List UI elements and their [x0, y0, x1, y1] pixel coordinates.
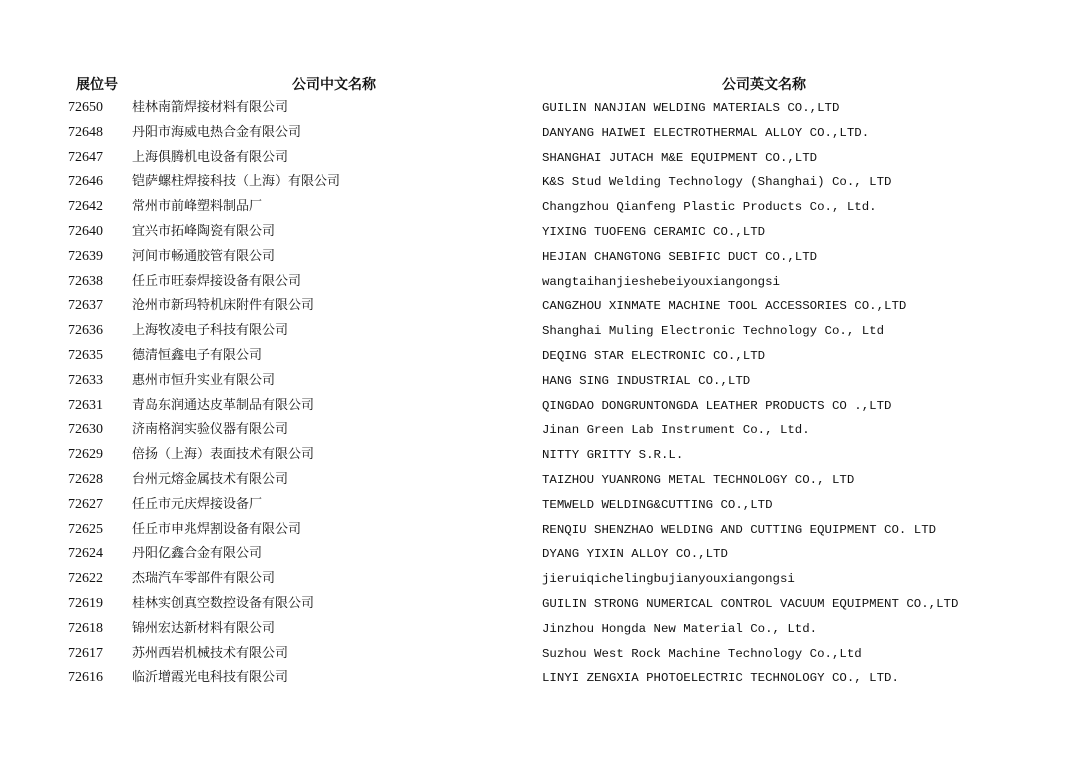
chinese-name-cell: 临沂增霞光电科技有限公司	[132, 670, 289, 686]
english-name-cell: TAIZHOU YUANRONG METAL TECHNOLOGY CO., LTD	[542, 472, 855, 487]
english-name-cell: Shanghai Muling Electronic Technology Co., Ltd	[542, 324, 885, 339]
booth-number-cell: 72619	[68, 595, 103, 611]
booth-number-cell: 72640	[68, 223, 103, 239]
table-row	[62, 170, 1022, 195]
chinese-name-cell: 桂林南箭焊接材料有限公司	[132, 100, 289, 115]
booth-number-cell: 72616	[68, 670, 103, 686]
booth-number-cell: 72631	[68, 397, 103, 413]
english-name-cell: NITTY GRITTY S.R.L.	[542, 448, 684, 463]
header-chinese-name: 公司中文名称	[292, 77, 376, 93]
booth-number-cell: 72647	[68, 149, 103, 165]
booth-number-cell: 72622	[68, 571, 103, 587]
english-name-cell: LINYI ZENGXIA PHOTOELECTRIC TECHNOLOGY CO., LTD.	[542, 671, 899, 686]
table-row	[62, 592, 1022, 617]
table-row	[62, 542, 1022, 567]
chinese-name-cell: 锦州宏达新材料有限公司	[132, 620, 276, 636]
table-row	[62, 195, 1022, 220]
chinese-name-cell: 丹阳亿鑫合金有限公司	[132, 546, 263, 562]
english-name-cell: DYANG YIXIN ALLOY CO.,LTD	[542, 547, 728, 562]
booth-number-cell: 72629	[68, 447, 103, 463]
english-name-cell: wangtaihanjieshebeiyouxiangongsi	[542, 274, 780, 289]
booth-number-cell: 72635	[68, 347, 103, 363]
english-name-cell: DEQING STAR ELECTRONIC CO.,LTD	[542, 348, 766, 363]
chinese-name-cell: 常州市前峰塑料制品厂	[132, 199, 263, 215]
table-row	[62, 344, 1022, 369]
booth-number-cell: 72630	[68, 422, 103, 438]
table-header	[62, 72, 1022, 96]
english-name-cell: HANG SING INDUSTRIAL CO.,LTD	[542, 373, 751, 388]
booth-number-cell: 72642	[68, 199, 103, 215]
chinese-name-cell: 任丘市元庆焊接设备厂	[132, 496, 263, 512]
chinese-name-cell: 桂林实创真空数控设备有限公司	[132, 595, 315, 611]
english-name-cell: QINGDAO DONGRUNTONGDA LEATHER PRODUCTS CO .,LTD	[542, 398, 892, 413]
booth-number-cell: 72617	[68, 645, 103, 661]
chinese-name-cell: 杰瑞汽车零部件有限公司	[132, 571, 276, 587]
chinese-name-cell: 倍扬（上海）表面技术有限公司	[132, 447, 315, 463]
english-name-cell: GUILIN STRONG NUMERICAL CONTROL VACUUM EQUIPMENT CO.,LTD	[542, 596, 959, 611]
table-row	[62, 96, 1022, 121]
booth-number-cell: 72638	[68, 273, 103, 289]
table-row	[62, 493, 1022, 518]
chinese-name-cell: 丹阳市海威电热合金有限公司	[132, 124, 302, 140]
english-name-cell: Changzhou Qianfeng Plastic Products Co., Ltd.	[542, 200, 877, 215]
table-row	[62, 617, 1022, 642]
table-row	[62, 245, 1022, 270]
booth-number-cell: 72648	[68, 124, 103, 140]
booth-number-cell: 72639	[68, 248, 103, 264]
chinese-name-cell: 惠州市恒升实业有限公司	[132, 372, 276, 388]
english-name-cell: CANGZHOU XINMATE MACHINE TOOL ACCESSORIES CO.,LTD	[542, 299, 907, 314]
table-row	[62, 270, 1022, 295]
english-name-cell: RENQIU SHENZHAO WELDING AND CUTTING EQUIPMENT CO. LTD	[542, 522, 937, 537]
table-row	[62, 319, 1022, 344]
english-name-cell: HEJIAN CHANGTONG SEBIFIC DUCT CO.,LTD	[542, 249, 818, 264]
booth-number-cell: 72624	[68, 546, 103, 562]
english-name-cell: Jinzhou Hongda New Material Co., Ltd.	[542, 621, 818, 636]
table-row	[62, 121, 1022, 146]
english-name-cell: Jinan Green Lab Instrument Co., Ltd.	[542, 423, 810, 438]
chinese-name-cell: 济南格润实验仪器有限公司	[132, 422, 289, 438]
table-row	[62, 294, 1022, 319]
chinese-name-cell: 台州元熔金属技术有限公司	[132, 471, 289, 487]
chinese-name-cell: 德清恒鑫电子有限公司	[132, 347, 263, 363]
english-name-cell: Suzhou West Rock Machine Technology Co.,Ltd	[542, 646, 862, 661]
english-name-cell: DANYANG HAIWEI ELECTROTHERMAL ALLOY CO.,LTD.	[542, 125, 870, 140]
booth-number-cell: 72628	[68, 471, 103, 487]
exhibitor-table	[62, 72, 1022, 691]
english-name-cell: SHANGHAI JUTACH M&E EQUIPMENT CO.,LTD	[542, 150, 818, 165]
table-row	[62, 642, 1022, 667]
chinese-name-cell: 青岛东润通达皮革制品有限公司	[132, 397, 315, 413]
chinese-name-cell: 上海牧凌电子科技有限公司	[132, 323, 289, 339]
table-row	[62, 146, 1022, 171]
chinese-name-cell: 上海俱腾机电设备有限公司	[132, 149, 289, 165]
booth-number-cell: 72636	[68, 323, 103, 339]
table-row	[62, 443, 1022, 468]
booth-number-cell: 72637	[68, 298, 103, 314]
chinese-name-cell: 宜兴市拓峰陶瓷有限公司	[132, 223, 276, 239]
table-row	[62, 394, 1022, 419]
table-row	[62, 468, 1022, 493]
english-name-cell: YIXING TUOFENG CERAMIC CO.,LTD	[542, 224, 766, 239]
chinese-name-cell: 铠萨螺柱焊接科技（上海）有限公司	[132, 174, 341, 190]
chinese-name-cell: 沧州市新玛特机床附件有限公司	[132, 298, 315, 314]
table-row	[62, 369, 1022, 394]
header-english-name: 公司英文名称	[722, 77, 806, 93]
english-name-cell: jieruiqichelingbujianyouxiangongsi	[542, 572, 795, 587]
table-row	[62, 418, 1022, 443]
table-row	[62, 518, 1022, 543]
booth-number-cell: 72625	[68, 521, 103, 537]
table-row	[62, 666, 1022, 691]
chinese-name-cell: 河间市畅通胶管有限公司	[132, 248, 276, 264]
table-body	[62, 96, 1022, 691]
header-booth-number: 展位号	[76, 77, 118, 93]
english-name-cell: K&S Stud Welding Technology (Shanghai) Co., LTD	[542, 175, 892, 190]
chinese-name-cell: 任丘市旺泰焊接设备有限公司	[132, 273, 302, 289]
booth-number-cell: 72650	[68, 100, 103, 115]
chinese-name-cell: 任丘市申兆焊割设备有限公司	[132, 521, 302, 537]
english-name-cell: GUILIN NANJIAN WELDING MATERIALS CO.,LTD	[542, 101, 840, 115]
booth-number-cell: 72633	[68, 372, 103, 388]
table-row	[62, 220, 1022, 245]
chinese-name-cell: 苏州西岩机械技术有限公司	[132, 645, 289, 661]
booth-number-cell: 72618	[68, 620, 103, 636]
booth-number-cell: 72646	[68, 174, 103, 190]
table-row	[62, 567, 1022, 592]
english-name-cell: TEMWELD WELDING&CUTTING CO.,LTD	[542, 497, 773, 512]
booth-number-cell: 72627	[68, 496, 103, 512]
